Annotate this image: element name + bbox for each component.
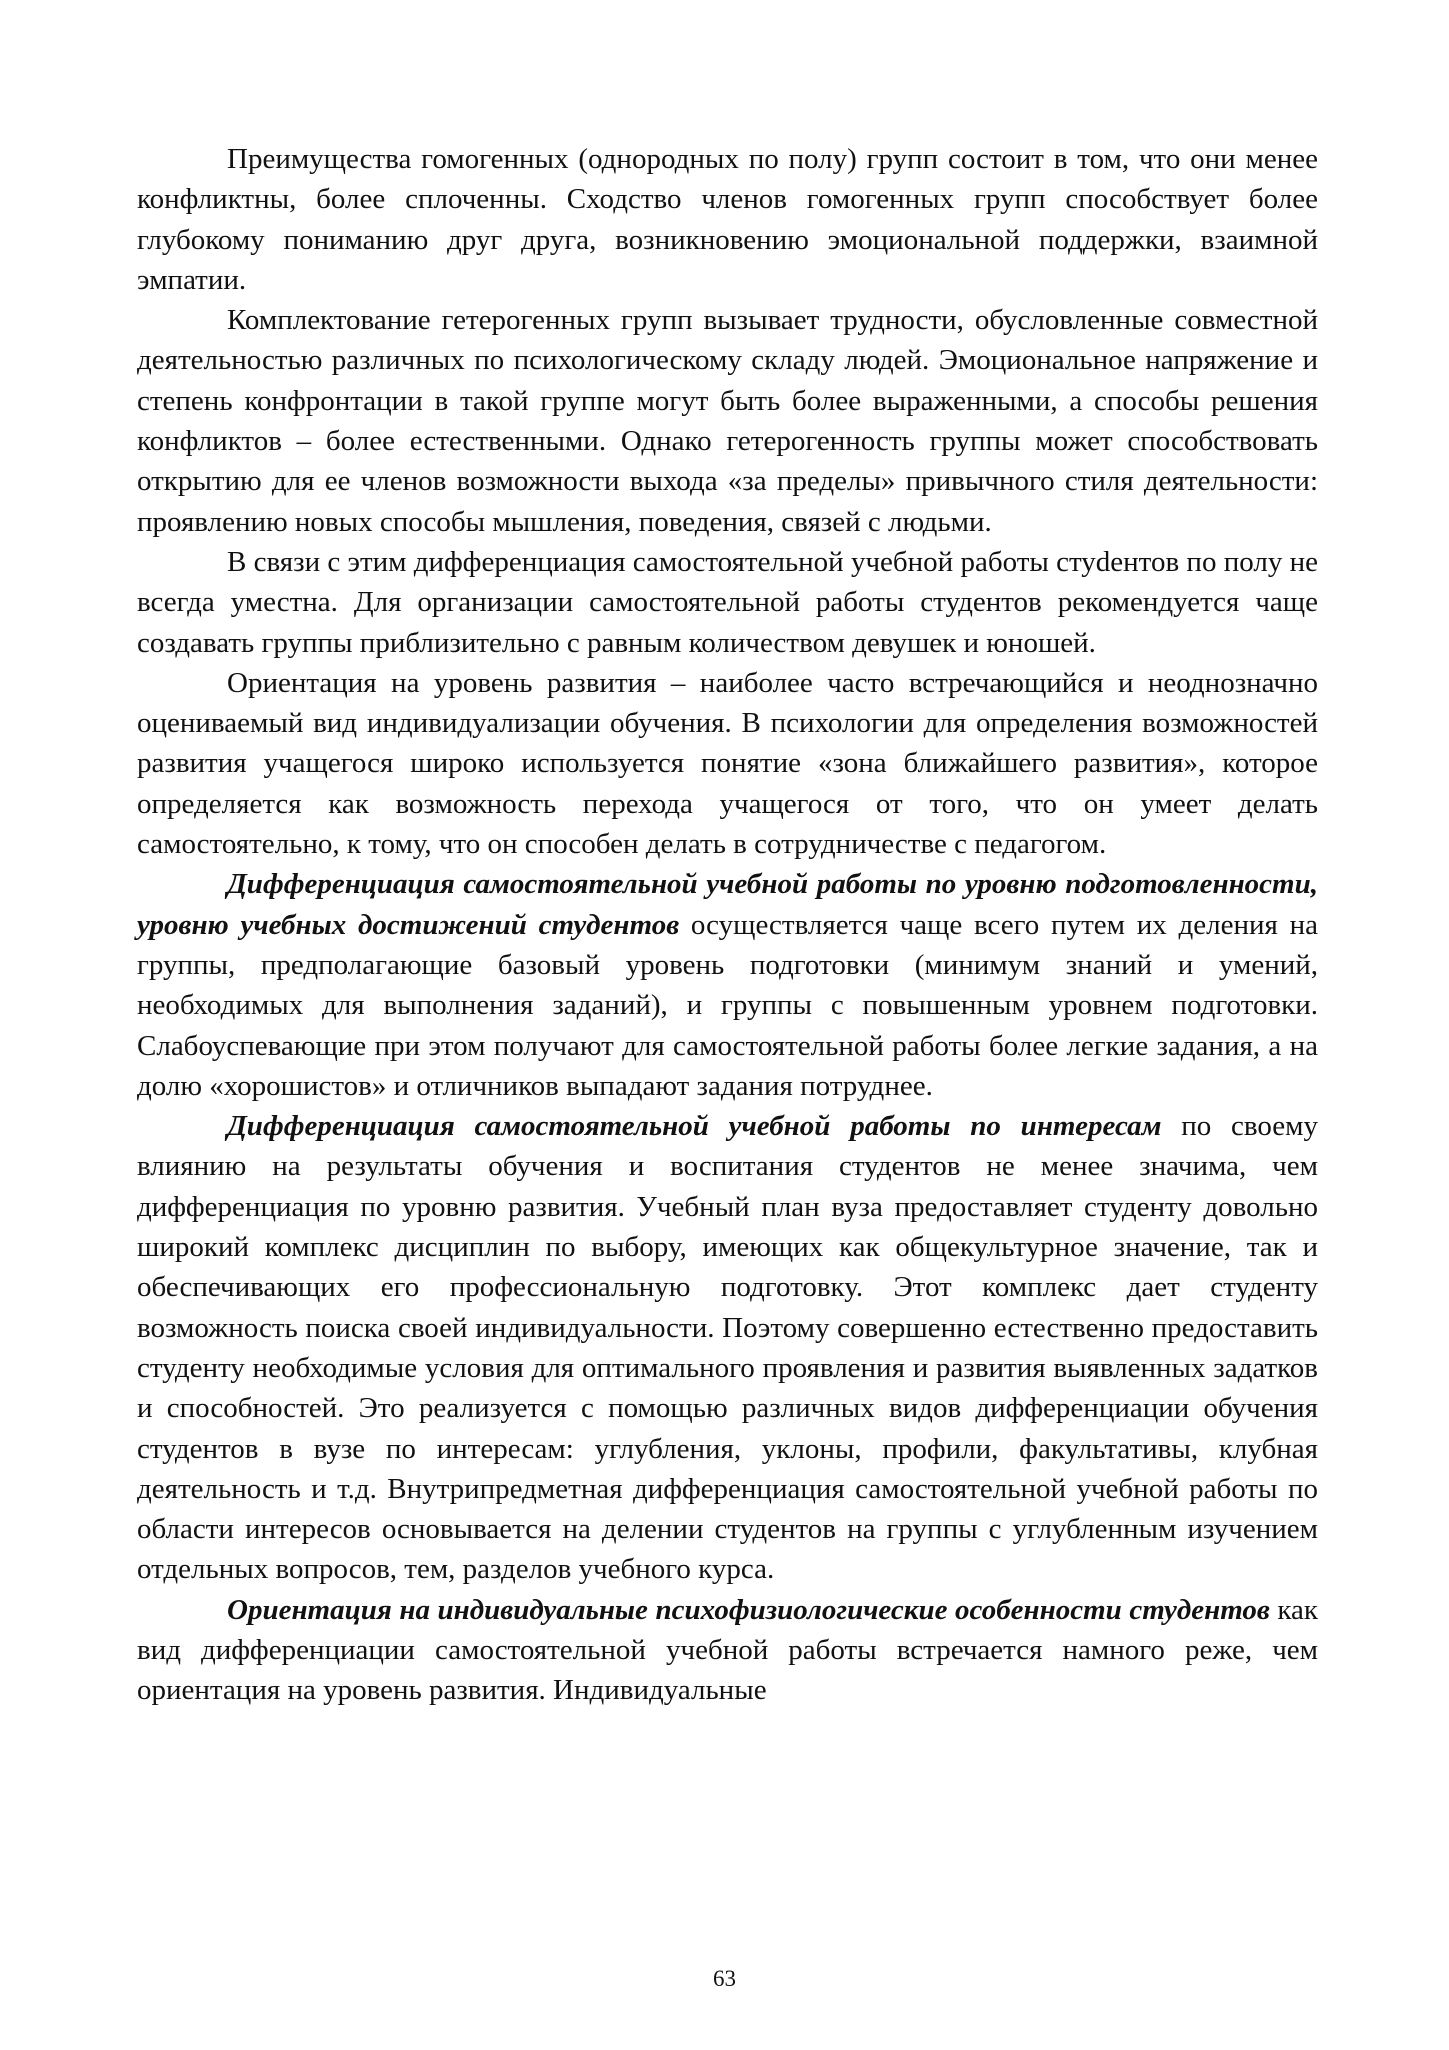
paragraph-lead-term: Ориентация на индивидуальные психофизиологические особенности студентов: [227, 1593, 1270, 1626]
page-number: 63: [713, 1966, 736, 1991]
paragraph-text: Ориентация на уровень развития – наиболее часто встречающийся и неоднозначно оцениваемый вид индивидуализации обучения. В психологии для определения возможностей развития учащегося широко используется понятие «зона ближайшего развития», которое определяется как возможность перехода учащегося от того, что он умеет делать самостоятельно, к тому, что он способен делать в сотрудничестве с педагогом.: [137, 666, 1318, 861]
paragraph-text: по своему влиянию на результаты обучения и воспитания студентов не менее значима, чем дифференциация по уровню развития. Учебный план вуза предоставляет студенту довольно широкий комплекс дисциплин по выбору, имеющих как общекультурное значение, так и обеспечивающих его профессиональную подготовку. Этот комплекс дает студенту возможность поиска своей индивидуальности. Поэтому совершенно естественно предоставить студенту необходимые условия для оптимального проявления и развития выявленных задатков и способностей. Это реализуется с помощью различных видов дифференциации обучения студентов в вузе по интересам: углубления, уклоны, профили, факультативы, клубная деятельность и т.д. Внутрипредметная дифференциация самостоятельной учебной работы по области интересов основывается на делении студентов на группы с углубленным изучением отдельных вопросов, тем, разделов учебного курса.: [137, 1110, 1318, 1586]
paragraph-text: В связи с этим дифференциация самостоятельной учебной работы стуdентов по полу не всегда уместна. Для организации самостоятельной работы студентов рекомендуется чаще создавать группы приблизительно с равным количеством девушек и юношей.: [137, 545, 1318, 659]
paragraph-lead-term: Дифференциация самостоятельной учебной работы по интересам: [227, 1110, 1162, 1143]
paragraph-preparedness-differentiation: [137, 864, 1318, 1106]
paragraph-psychophysiological-orientation: [137, 1590, 1318, 1711]
paragraph-gender-differentiation: [137, 542, 1318, 663]
paragraph-homogeneous-groups: [137, 139, 1318, 300]
paragraph-development-level: [137, 663, 1318, 864]
paragraph-heterogeneous-groups: [137, 300, 1318, 542]
paragraph-text: как вид дифференциации самостоятельной учебной работы встречается намного реже, чем ориентация на уровень развития. Индивидуальные: [137, 1593, 1318, 1707]
paragraph-interests-differentiation: [137, 1106, 1318, 1590]
body-text: [137, 139, 1318, 1711]
paragraph-lead-term: Дифференциация самостоятельной учебной работы по уровню подготовленности, уровню учебных достижений студентов: [137, 868, 1318, 941]
paragraph-text: Комплектование гетерогенных групп вызывает трудности, обусловленные совместной деятельностью различных по психологическому складу людей. Эмоциональное напряжение и степень конфронтации в такой группе могут быть более выраженными, а способы решения конфликтов – более естественными. Однако гетерогенность группы может способствовать открытию для ее членов возможности выхода «за пределы» привычного стиля деятельности: проявлению новых способы мышления, поведения, связей с людьми.: [137, 304, 1318, 538]
paragraph-text: осуществляется чаще всего путем их деления на группы, предполагающие базовый уровень подготовки (минимум знаний и умений, необходимых для выполнения заданий), и группы с повышенным уровнем подготовки. Слабоуспевающие при этом получают для самостоятельной работы более легкие задания, а на долю «хорошистов» и отличников выпадают задания потруднее.: [137, 908, 1318, 1102]
paragraph-text: Преимущества гомогенных (однородных по полу) групп состоит в том, что они менее конфликтны, более сплоченны. Сходство членов гомогенных групп способствует более глубокому пониманию друг друга, возникновению эмоциональной поддержки, взаимной эмпатии.: [137, 143, 1318, 296]
